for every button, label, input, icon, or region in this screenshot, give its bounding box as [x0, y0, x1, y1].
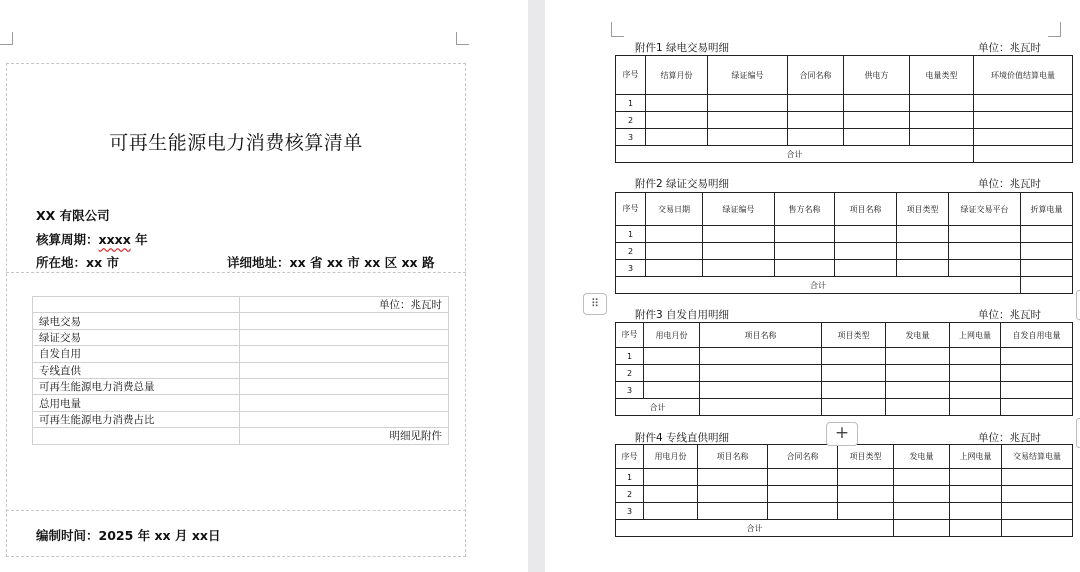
- column-header[interactable]: 自发自用电量: [1001, 323, 1073, 348]
- table-cell[interactable]: [835, 243, 897, 260]
- table-row: [33, 346, 449, 362]
- value-cell[interactable]: [240, 346, 449, 362]
- table-cell[interactable]: [1021, 243, 1073, 260]
- table-cell[interactable]: [974, 129, 1073, 146]
- row-number[interactable]: 1: [616, 348, 644, 365]
- table-cell[interactable]: [894, 469, 950, 486]
- value-cell[interactable]: [240, 395, 449, 411]
- column-header[interactable]: 环境价值结算电量: [974, 56, 1073, 95]
- table-cell[interactable]: [835, 226, 897, 243]
- table-row: [33, 362, 449, 378]
- table-cell[interactable]: [1001, 382, 1073, 399]
- table-row: [33, 428, 449, 444]
- table-cell[interactable]: [788, 112, 844, 129]
- table-cell[interactable]: [822, 348, 886, 365]
- table-row: [616, 95, 1073, 112]
- crop-mark: [456, 32, 469, 45]
- table-row: [616, 243, 1073, 260]
- column-header[interactable]: 序号: [616, 193, 646, 226]
- table-cell[interactable]: [1002, 503, 1073, 520]
- table-cell[interactable]: [1001, 348, 1073, 365]
- column-header[interactable]: 项目类型: [822, 323, 886, 348]
- table-cell[interactable]: [700, 348, 822, 365]
- table-cell[interactable]: [646, 260, 703, 277]
- crop-mark: [0, 32, 13, 45]
- total-cell[interactable]: [1002, 520, 1073, 537]
- table-cell[interactable]: [897, 243, 949, 260]
- column-header[interactable]: 合同名称: [788, 56, 844, 95]
- total-cell[interactable]: [700, 399, 822, 416]
- table-cell[interactable]: [698, 469, 768, 486]
- table-cell[interactable]: [844, 112, 910, 129]
- attachment-unit[interactable]: 单位：兆瓦时: [978, 178, 1041, 190]
- table-cell[interactable]: [886, 365, 950, 382]
- row-number[interactable]: 2: [616, 243, 646, 260]
- table-cell[interactable]: [844, 95, 910, 112]
- table-row: [33, 313, 449, 329]
- table-cell[interactable]: [646, 112, 708, 129]
- row-number[interactable]: 3: [616, 129, 646, 146]
- table-row: [616, 382, 1073, 399]
- table-cell[interactable]: [700, 382, 822, 399]
- table-cell[interactable]: [950, 382, 1001, 399]
- table-cell[interactable]: [788, 95, 844, 112]
- location[interactable]: 所在地：xx 市: [36, 255, 119, 270]
- table-cell[interactable]: [644, 348, 700, 365]
- table-header-row: [616, 323, 1073, 348]
- column-header[interactable]: 项目类型: [897, 193, 949, 226]
- column-header[interactable]: 交易日期: [646, 193, 703, 226]
- row-number[interactable]: 1: [616, 226, 646, 243]
- table-row: [616, 260, 1073, 277]
- table-cell[interactable]: [775, 243, 835, 260]
- value-cell[interactable]: [240, 378, 449, 394]
- table-cell[interactable]: [698, 486, 768, 503]
- table-cell[interactable]: [646, 129, 708, 146]
- value-cell[interactable]: [240, 411, 449, 427]
- table-cell[interactable]: [768, 486, 838, 503]
- table-row: [33, 395, 449, 411]
- table-cell[interactable]: [33, 428, 240, 444]
- table-cell[interactable]: [644, 382, 700, 399]
- table-cell[interactable]: [644, 365, 700, 382]
- table-total-row: [616, 399, 1073, 416]
- row-label[interactable]: 专线直供: [33, 362, 240, 378]
- table-cell[interactable]: [950, 365, 1001, 382]
- table-cell[interactable]: [646, 243, 703, 260]
- table-cell[interactable]: [950, 486, 1002, 503]
- attachment-table[interactable]: [615, 322, 1073, 416]
- table-row: [616, 226, 1073, 243]
- table-row: [33, 329, 449, 345]
- plus-icon[interactable]: +: [826, 422, 858, 446]
- table-cell[interactable]: [644, 503, 698, 520]
- column-header[interactable]: 项目名称: [700, 323, 822, 348]
- row-number[interactable]: 3: [616, 503, 644, 520]
- column-header[interactable]: 项目名称: [835, 193, 897, 226]
- table-cell[interactable]: [910, 112, 974, 129]
- crop-mark: [1048, 22, 1061, 37]
- table-cell[interactable]: [886, 382, 950, 399]
- column-header[interactable]: 用电月份: [644, 445, 698, 469]
- table-cell[interactable]: [950, 348, 1001, 365]
- attachment-unit[interactable]: 单位：兆瓦时: [978, 42, 1041, 54]
- summary-table[interactable]: [32, 296, 449, 445]
- total-label[interactable]: 合计: [616, 520, 894, 537]
- table-cell[interactable]: [1021, 260, 1073, 277]
- document-page-1: [0, 0, 528, 572]
- table-row: [616, 129, 1073, 146]
- table-cell[interactable]: [950, 469, 1002, 486]
- document-title[interactable]: 可再生能源电力消费核算清单: [109, 132, 363, 154]
- total-cell[interactable]: [974, 146, 1073, 163]
- total-cell[interactable]: [886, 399, 950, 416]
- row-number[interactable]: 2: [616, 365, 644, 382]
- table-cell[interactable]: [838, 486, 894, 503]
- table-cell[interactable]: [897, 260, 949, 277]
- table-row: [33, 297, 449, 313]
- unit-label[interactable]: 单位：兆瓦时: [240, 297, 449, 313]
- table-total-row: [616, 520, 1073, 537]
- attachment-table[interactable]: [615, 444, 1073, 537]
- company-name[interactable]: XX 有限公司: [36, 208, 110, 223]
- column-header[interactable]: 发电量: [886, 323, 950, 348]
- column-header[interactable]: 项目类型: [838, 445, 894, 469]
- attachment-unit[interactable]: 单位：兆瓦时: [978, 309, 1041, 321]
- table-cell[interactable]: [844, 129, 910, 146]
- total-cell[interactable]: [1001, 399, 1073, 416]
- row-label[interactable]: 自发自用: [33, 346, 240, 362]
- total-cell[interactable]: [950, 399, 1001, 416]
- table-cell[interactable]: [708, 112, 788, 129]
- crop-mark: [611, 22, 624, 37]
- scroll-edge-tab[interactable]: [1076, 290, 1080, 320]
- section-divider: [6, 272, 466, 273]
- table-cell[interactable]: [703, 260, 775, 277]
- table-cell[interactable]: [1021, 226, 1073, 243]
- table-cell[interactable]: [894, 486, 950, 503]
- column-header[interactable]: 发电量: [894, 445, 950, 469]
- row-number[interactable]: 1: [616, 95, 646, 112]
- table-row: [616, 348, 1073, 365]
- section-divider: [6, 510, 466, 511]
- table-cell[interactable]: [910, 129, 974, 146]
- row-number[interactable]: 3: [616, 382, 644, 399]
- period-suffix: 年: [130, 232, 148, 247]
- table-cell[interactable]: [949, 226, 1021, 243]
- column-header[interactable]: 用电月份: [644, 323, 700, 348]
- period-label: 核算周期：: [36, 232, 99, 247]
- table-cell[interactable]: [644, 486, 698, 503]
- column-header[interactable]: 序号: [616, 323, 644, 348]
- scroll-edge-tab[interactable]: [1076, 418, 1080, 448]
- row-number[interactable]: 3: [616, 260, 646, 277]
- table-cell[interactable]: [698, 503, 768, 520]
- column-header[interactable]: 上网电量: [950, 323, 1001, 348]
- table-cell[interactable]: [822, 365, 886, 382]
- attachment-table[interactable]: [615, 192, 1073, 294]
- table-cell[interactable]: [949, 243, 1021, 260]
- table-cell[interactable]: [822, 382, 886, 399]
- table-cell[interactable]: [910, 95, 974, 112]
- column-header[interactable]: 供电方: [844, 56, 910, 95]
- table-cell[interactable]: [835, 260, 897, 277]
- table-cell[interactable]: [1002, 486, 1073, 503]
- column-header[interactable]: 合同名称: [768, 445, 838, 469]
- attachment-title[interactable]: 附件3 自发自用明细: [635, 309, 730, 321]
- total-cell[interactable]: [894, 520, 950, 537]
- table-cell[interactable]: [644, 469, 698, 486]
- row-label[interactable]: 总用电量: [33, 395, 240, 411]
- column-header[interactable]: 绿证编号: [708, 56, 788, 95]
- table-cell[interactable]: [33, 297, 240, 313]
- footer-note[interactable]: 明细见附件: [240, 428, 449, 444]
- table-cell[interactable]: [974, 95, 1073, 112]
- period-value: xxxx: [98, 232, 131, 247]
- value-cell[interactable]: [240, 362, 449, 378]
- row-label[interactable]: 绿电交易: [33, 313, 240, 329]
- table-header-row: [616, 56, 1073, 95]
- table-cell[interactable]: [708, 129, 788, 146]
- column-header[interactable]: 上网电量: [950, 445, 1002, 469]
- value-cell[interactable]: [240, 329, 449, 345]
- column-header[interactable]: 序号: [616, 56, 646, 95]
- attachment-title[interactable]: 附件4 专线直供明细: [635, 432, 730, 444]
- table-row: [616, 486, 1073, 503]
- compile-time[interactable]: 编制时间：2025 年 xx 月 xx日: [36, 528, 221, 543]
- column-header[interactable]: 电量类型: [910, 56, 974, 95]
- table-header-row: [616, 193, 1073, 226]
- attachment-table[interactable]: [615, 55, 1073, 163]
- table-cell[interactable]: [775, 260, 835, 277]
- total-label[interactable]: 合计: [616, 399, 700, 416]
- column-header[interactable]: 折算电量: [1021, 193, 1073, 226]
- attachment-title[interactable]: 附件1 绿电交易明细: [635, 42, 730, 54]
- column-header[interactable]: 项目名称: [698, 445, 768, 469]
- value-cell[interactable]: [240, 313, 449, 329]
- table-total-row: [616, 146, 1073, 163]
- table-cell[interactable]: [703, 226, 775, 243]
- column-header[interactable]: 序号: [616, 445, 644, 469]
- column-header[interactable]: 绿证交易平台: [949, 193, 1021, 226]
- column-header[interactable]: 绿证编号: [703, 193, 775, 226]
- total-label[interactable]: 合计: [616, 277, 1021, 294]
- total-cell[interactable]: [950, 520, 1002, 537]
- table-cell[interactable]: [838, 469, 894, 486]
- attachment-unit[interactable]: 单位：兆瓦时: [978, 432, 1041, 444]
- row-label[interactable]: 绿证交易: [33, 329, 240, 345]
- accounting-period[interactable]: [36, 230, 148, 248]
- table-cell[interactable]: [974, 112, 1073, 129]
- table-row: [616, 503, 1073, 520]
- total-cell[interactable]: [1021, 277, 1073, 294]
- table-header-row: [616, 445, 1073, 469]
- table-cell[interactable]: [646, 95, 708, 112]
- row-number[interactable]: 2: [616, 486, 644, 503]
- table-row: [616, 469, 1073, 486]
- column-header[interactable]: 售方名称: [775, 193, 835, 226]
- column-header[interactable]: 结算月份: [646, 56, 708, 95]
- table-cell[interactable]: [775, 226, 835, 243]
- row-number[interactable]: 1: [616, 469, 644, 486]
- table-cell[interactable]: [950, 503, 1002, 520]
- total-cell[interactable]: [822, 399, 886, 416]
- table-cell[interactable]: [897, 226, 949, 243]
- table-cell[interactable]: [949, 260, 1021, 277]
- table-cell[interactable]: [838, 503, 894, 520]
- table-cell[interactable]: [1001, 365, 1073, 382]
- row-label[interactable]: 可再生能源电力消费占比: [33, 411, 240, 427]
- table-cell[interactable]: [1002, 469, 1073, 486]
- detailed-address[interactable]: 详细地址：xx 省 xx 市 xx 区 xx 路: [227, 255, 435, 270]
- table-cell[interactable]: [700, 365, 822, 382]
- row-number[interactable]: 2: [616, 112, 646, 129]
- table-cell[interactable]: [703, 243, 775, 260]
- row-label[interactable]: 可再生能源电力消费总量: [33, 378, 240, 394]
- drag-dots-icon[interactable]: ⠿: [583, 293, 607, 315]
- attachment-title[interactable]: 附件2 绿证交易明细: [635, 178, 730, 190]
- table-row: [33, 411, 449, 427]
- total-label[interactable]: 合计: [616, 146, 974, 163]
- table-cell[interactable]: [788, 129, 844, 146]
- table-row: [616, 365, 1073, 382]
- table-cell[interactable]: [768, 469, 838, 486]
- table-cell[interactable]: [886, 348, 950, 365]
- column-header[interactable]: 交易结算电量: [1002, 445, 1073, 469]
- table-cell[interactable]: [646, 226, 703, 243]
- table-total-row: [616, 277, 1073, 294]
- table-cell[interactable]: [894, 503, 950, 520]
- table-row: [616, 112, 1073, 129]
- table-row: [33, 378, 449, 394]
- table-cell[interactable]: [768, 503, 838, 520]
- table-cell[interactable]: [708, 95, 788, 112]
